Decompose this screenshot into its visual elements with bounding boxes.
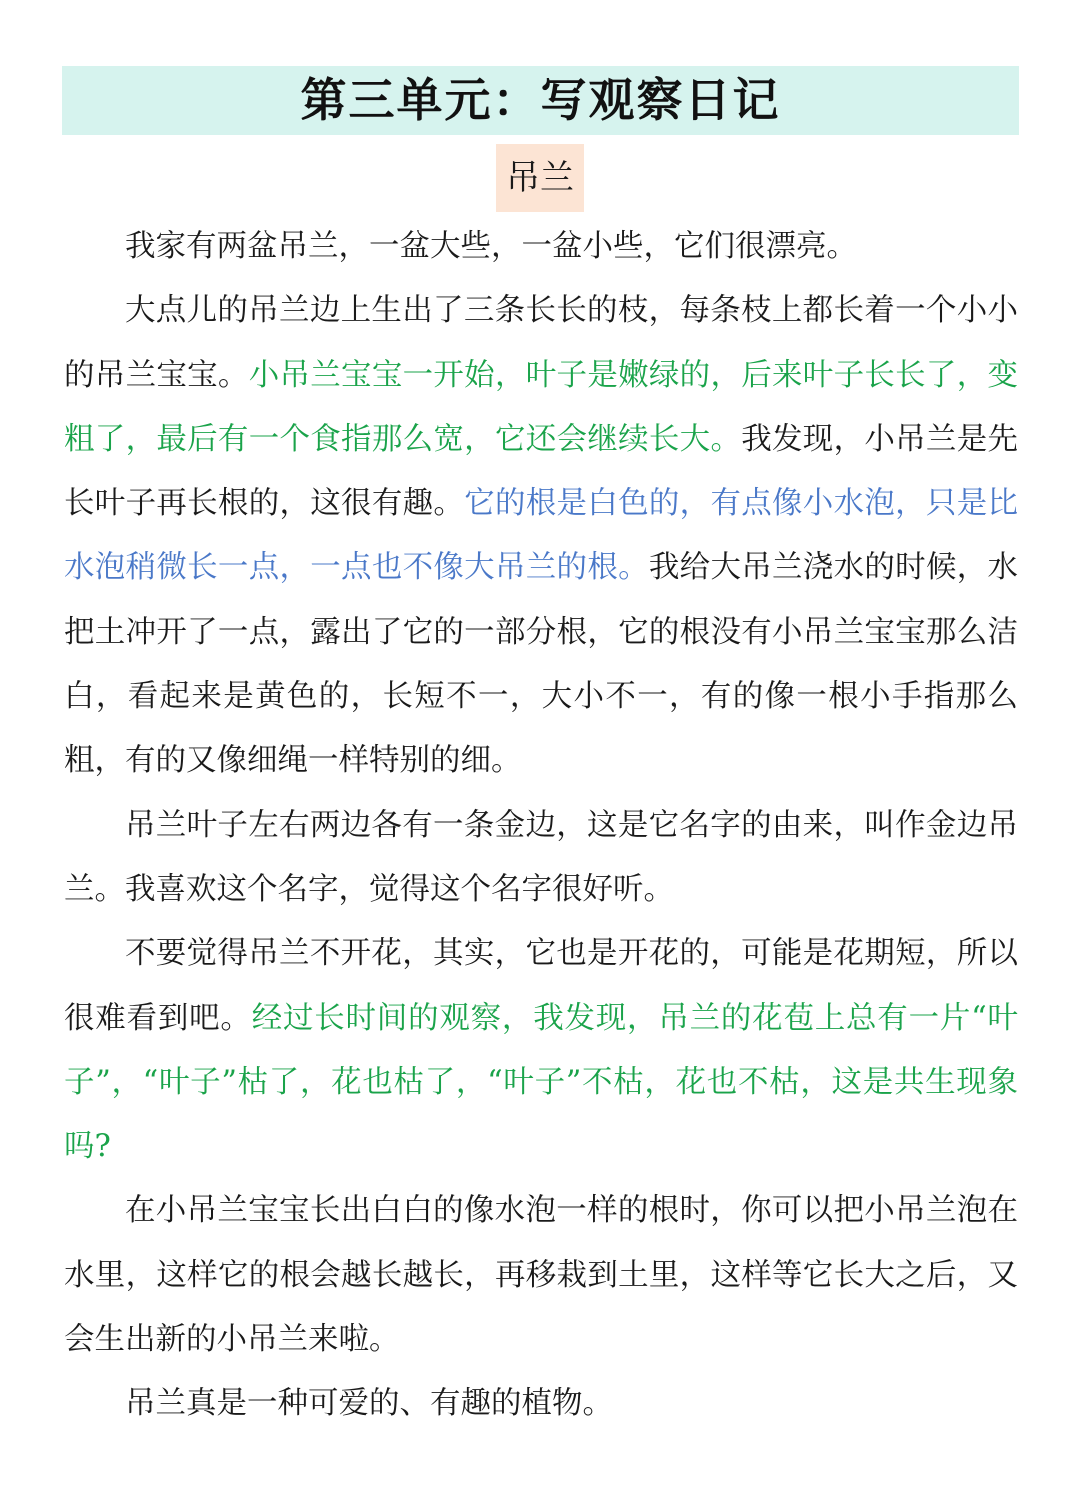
page-title: 第三单元：写观察日记 [300,73,781,127]
paragraph-2-sentence-green: 小吊兰宝宝一开始，叶子是嫩绿的，后来叶子长长了，变粗了，最后有一个食指那么宽，它还会继续长大。 [64,357,1019,457]
paragraph-2-sentence-blue: 它的根是白色的，有点像小水泡，只是比水泡稍微长一点，一点也不像大吊兰的根。 [64,486,1019,586]
paragraph-5 [64,1179,1018,1372]
paragraph-4-sentence-1: 不要觉得吊兰不开花，其实，它也是开花的，可能是花期短，所以很难看到吧。 [64,936,1018,1036]
paragraph-6-text: 吊兰真是一种可爱的、有趣的植物。 [125,1386,613,1422]
article-subtitle: 吊兰 [496,144,584,212]
paragraph-6 [64,1372,1018,1436]
paragraph-4-sentence-green: 经过长时间的观察，我发现，吊兰的花苞上总有一片“叶子”，“叶子”枯了，花也枯了，“叶子”不枯，花也不枯，这是共生现象吗? [64,1000,1019,1165]
paragraph-5-text: 在小吊兰宝宝长出白白的像水泡一样的根时，你可以把小吊兰泡在水里，这样它的根会越长越长，再移栽到土里，这样等它长大之后，又会生出新的小吊兰来啦。 [64,1193,1018,1358]
title-banner [62,66,1019,135]
paragraph-3 [64,794,1018,923]
subtitle-container [0,144,1080,212]
paragraph-3-text: 吊兰叶子左右两边各有一条金边，这是它名字的由来，叫作金边吊兰。我喜欢这个名字，觉得这个名字很好听。 [64,807,1018,907]
paragraph-2-sentence-3: 我发现，小吊兰是先长叶子再长根的，这很有趣。 [64,421,1019,522]
paragraph-4 [64,922,1018,1179]
paragraph-2-sentence-5: 我给大吊兰浇水的时候，水把土冲开了一点，露出了它的一部分根，它的根没有小吊兰宝宝那么洁白，看起来是黄色的，长短不一，大小不一，有的像一根小手指那么粗，有的又像细绳一样特别的细。 [64,550,1019,779]
article-body [64,215,1018,1437]
paragraph-2-sentence-1: 大点儿的吊兰边上生出了三条长长的枝，每条枝上都长着一个小小的吊兰宝宝。 [64,293,1018,393]
paragraph-1-text: 我家有两盆吊兰，一盆大些，一盆小些，它们很漂亮。 [125,229,857,264]
paragraph-2 [64,279,1018,793]
paragraph-1 [64,215,1018,279]
